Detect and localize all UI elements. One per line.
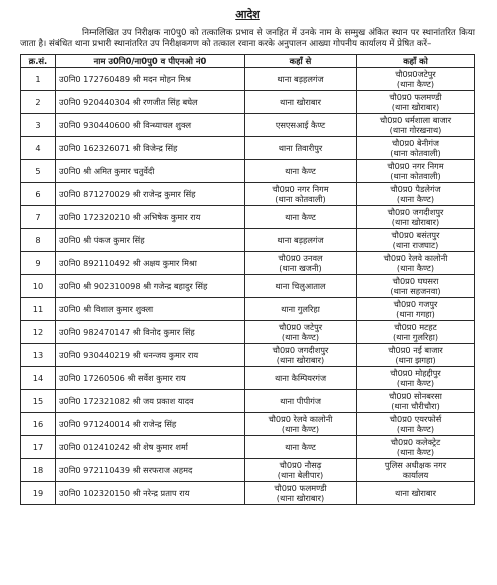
table-body [21,68,475,505]
row-officer-name: उ0नि0 892110492 श्री अक्षय कुमार मिश्रा [56,252,245,275]
to-location-line: चौ0प्र0 फलमण्डी [389,92,442,102]
to-location-line: (थाना गुलरिहा) [392,332,439,342]
row-serial-number: 11 [21,298,56,321]
header-name: नाम उ0नि0/ना0पु0 व पीएनओ नं0 [56,55,245,68]
to-location-line: चौ0प्र0 मोहद्दीपुर [390,368,441,378]
table-row [21,482,475,505]
row-to-location [357,91,475,114]
from-location-line: (थाना कैण्ट) [281,332,320,342]
row-officer-name: उ0नि0 श्री 902310098 श्री गजेन्द्र बहादुर सिंह [56,275,245,298]
row-serial-number: 6 [21,183,56,206]
table-row [21,344,475,367]
table-row [21,68,475,91]
row-officer-name: उ0नि0 172321082 श्री जय प्रकाश यादव [56,390,245,413]
row-officer-name: उ0नि0 920440304 श्री रणजीत सिंह बघेल [56,91,245,114]
table-row [21,436,475,459]
to-location-line: चौ0प्र0 नगर निगम [387,161,444,171]
to-location-line: चौ0प्र0 रेलवे कालोनी [383,253,448,263]
row-serial-number: 2 [21,91,56,114]
table-row [21,91,475,114]
row-from-location [245,390,357,413]
row-to-location [357,482,475,505]
from-location-line: (थाना कोतवाली) [275,194,326,204]
from-location-line: (थाना कैण्ट) [281,424,320,434]
from-location-line: एसएसआई कैण्ट [275,120,326,130]
to-location-line: चौ0प्र0 घघसरा [392,276,439,286]
to-location-line: (थाना गगहा) [396,309,435,319]
table-row [21,367,475,390]
row-serial-number: 18 [21,459,56,482]
to-location-line: (थाना कैण्ट) [396,79,435,89]
row-from-location [245,183,357,206]
to-location-line: (थाना कैण्ट) [396,378,435,388]
row-from-location [245,229,357,252]
from-location-line: चौ0प्र0 उनवल [278,253,323,263]
from-location-line: (थाना बेलीपार) [277,470,324,480]
row-to-location [357,183,475,206]
to-location-line: कार्यालय [402,470,429,480]
table-row [21,160,475,183]
to-location-line: (थाना झगहा) [395,355,436,365]
row-from-location [245,114,357,137]
row-from-location [245,137,357,160]
row-from-location [245,413,357,436]
row-officer-name: उ0नि0 982470147 श्री विनोद कुमार सिंह [56,321,245,344]
to-location-line: (थाना खोराबार) [391,102,440,112]
to-location-line: चौ0प्र0 कलेक्ट्रेट [390,437,441,447]
from-location-line: थाना कैण्ट [285,442,316,452]
from-location-line: चौ0प्र0 नौसढ़ [279,460,322,470]
from-location-line: (थाना खजनी) [279,263,322,273]
from-location-line: चौ0प्र0 फलमण्डी [274,483,327,493]
row-serial-number: 17 [21,436,56,459]
row-officer-name: उ0नि0 162326071 श्री विजेन्द्र सिंह [56,137,245,160]
header-to: कहाँ को [357,55,475,68]
table-row [21,229,475,252]
row-serial-number: 19 [21,482,56,505]
to-location-line: (थाना खोराबार) [391,217,440,227]
row-officer-name: उ0नि0 172320210 श्री अभिषेक कुमार राय [56,206,245,229]
row-to-location [357,160,475,183]
from-location-line: थाना चिलुआताल [275,281,326,291]
row-officer-name: उ0नि0 श्री विशाल कुमार शुक्ला [56,298,245,321]
document-title: आदेश [235,8,260,21]
to-location-line: चौ0प्र0 बेनीगंज [391,138,440,148]
to-location-line: (थाना गोरखनाथ) [389,125,442,135]
to-location-line: चौ0प्र0 एयरफोर्स [389,414,442,424]
row-to-location [357,229,475,252]
to-location-line: (थाना कैण्ट) [396,424,435,434]
from-location-line: चौ0प्र0 नगर निगम [272,184,329,194]
to-location-line: चौ0प्र0 जगदीशपुर [387,207,444,217]
row-serial-number: 16 [21,413,56,436]
row-from-location [245,436,357,459]
row-to-location [357,68,475,91]
from-location-line: थाना बड़हलगंज [277,74,324,84]
row-officer-name: उ0नि0 012410242 श्री शेष कुमार शर्मा [56,436,245,459]
row-to-location [357,206,475,229]
from-location-line: थाना बड़हलगंज [277,235,324,245]
to-location-line: (थाना कैण्ट) [396,194,435,204]
table-row [21,114,475,137]
to-location-line: चौ0प्र0 बसंतपुर [391,230,440,240]
row-from-location [245,206,357,229]
from-location-line: थाना गुलरिहा [281,304,320,314]
to-location-line: (थाना कैण्ट) [396,263,435,273]
row-from-location [245,459,357,482]
row-serial-number: 8 [21,229,56,252]
row-to-location [357,413,475,436]
row-officer-name: उ0नि0 17260506 श्री सर्वेश कुमार राय [56,367,245,390]
row-officer-name: उ0नि0 172760489 श्री मदन मोहन मिश्र [56,68,245,91]
from-location-line: थाना कैम्पियरगंज [274,373,327,383]
to-location-line: (थाना कोतवाली) [390,171,441,181]
table-row [21,206,475,229]
table-row [21,459,475,482]
row-serial-number: 10 [21,275,56,298]
from-location-line: चौ0प्र0 जगदीशपुर [272,345,329,355]
table-row [21,183,475,206]
from-location-line: थाना कैण्ट [285,212,316,222]
row-from-location [245,160,357,183]
from-location-line: चौ0प्र0 जटेपुर [278,322,323,332]
row-from-location [245,367,357,390]
to-location-line: (थाना चौरीचौरा) [391,401,440,411]
row-to-location [357,114,475,137]
row-officer-name: उ0नि0 102320150 श्री नरेन्द्र प्रताप राय [56,482,245,505]
to-location-line: (थाना कैण्ट) [396,447,435,457]
row-to-location [357,390,475,413]
table-row [21,298,475,321]
row-from-location [245,298,357,321]
table-row [21,321,475,344]
from-location-line: चौ0प्र0 रेलवे कालोनी [268,414,333,424]
intro-paragraph: निम्नलिखित उप निरीक्षक ना0पु0 को तत्कालिक प्रभाव से जनहित में उनके नाम के सम्मुख अंकित स्थान पर स्थानांतरित किया जाता है। संबंधित थाना प्रभारी स्थानांतरित उप निरीक्षकगण को तत्काल रवाना करके अनुपालन आख्या गोपनीय कार्यालय में प्रेषित करें– [20,28,475,49]
to-location-line: चौ0प्र0 नई बाजार [388,345,443,355]
from-location-line: थाना पीपीगंज [280,396,321,406]
from-location-line: (थाना खोराबार) [276,355,325,365]
row-officer-name: उ0नि0 972110439 श्री सरफराज अहमद [56,459,245,482]
to-location-line: (थाना कोतवाली) [390,148,441,158]
from-location-line: (थाना खोराबार) [276,493,325,503]
to-location-line: चौ0प्र0जटेपुर [395,69,436,79]
table-header-row [21,55,475,68]
row-from-location [245,482,357,505]
row-from-location [245,252,357,275]
table-row [21,390,475,413]
to-location-line: चौ0प्र0 मटहट [394,322,437,332]
header-serial-number: क्र.सं. [21,55,56,68]
to-location-line: (थाना राजघाट) [392,240,439,250]
row-to-location [357,436,475,459]
row-serial-number: 9 [21,252,56,275]
row-officer-name: उ0नि0 श्री अमित कुमार चतुर्वेदी [56,160,245,183]
to-location-line: चौ0प्र0 पैडलेगंज [390,184,441,194]
to-location-line: चौ0प्र0 धर्मशाला बाजार [379,115,452,125]
row-serial-number: 13 [21,344,56,367]
table-row [21,275,475,298]
table-row [21,137,475,160]
row-to-location [357,298,475,321]
row-officer-name: उ0नि0 971240014 श्री राजेन्द्र सिंह [56,413,245,436]
row-officer-name: उ0नि0 930440600 श्री विन्ध्याचल शुक्ल [56,114,245,137]
row-officer-name: उ0नि0 श्री पंकज कुमार सिंह [56,229,245,252]
row-serial-number: 3 [21,114,56,137]
row-serial-number: 15 [21,390,56,413]
row-officer-name: उ0नि0 871270029 श्री राजेन्द्र कुमार सिंह [56,183,245,206]
row-from-location [245,91,357,114]
row-serial-number: 14 [21,367,56,390]
to-location-line: चौ0प्र0 गजपुर [393,299,438,309]
row-from-location [245,321,357,344]
from-location-line: थाना तिवारीपुर [278,143,323,153]
to-location-line: (थाना सहजनवा) [390,286,441,296]
from-location-line: थाना कैण्ट [285,166,316,176]
row-to-location [357,252,475,275]
table-row [21,252,475,275]
table-row [21,413,475,436]
to-location-line: चौ0प्र0 सोनबरसा [389,391,442,401]
row-to-location [357,321,475,344]
from-location-line: थाना खोराबार [279,97,322,107]
row-officer-name: उ0नि0 930440219 श्री धनन्जय कुमार राय [56,344,245,367]
to-location-line: पुलिस अधीक्षक नगर [384,460,447,470]
row-serial-number: 1 [21,68,56,91]
header-from: कहाँ से [245,55,357,68]
row-serial-number: 7 [21,206,56,229]
row-from-location [245,344,357,367]
row-to-location [357,459,475,482]
row-to-location [357,275,475,298]
row-to-location [357,344,475,367]
row-serial-number: 4 [21,137,56,160]
row-serial-number: 5 [21,160,56,183]
to-location-line: थाना खोराबार [394,488,437,498]
row-to-location [357,137,475,160]
transfer-table [20,54,475,505]
row-to-location [357,367,475,390]
row-serial-number: 12 [21,321,56,344]
row-from-location [245,275,357,298]
row-from-location [245,68,357,91]
